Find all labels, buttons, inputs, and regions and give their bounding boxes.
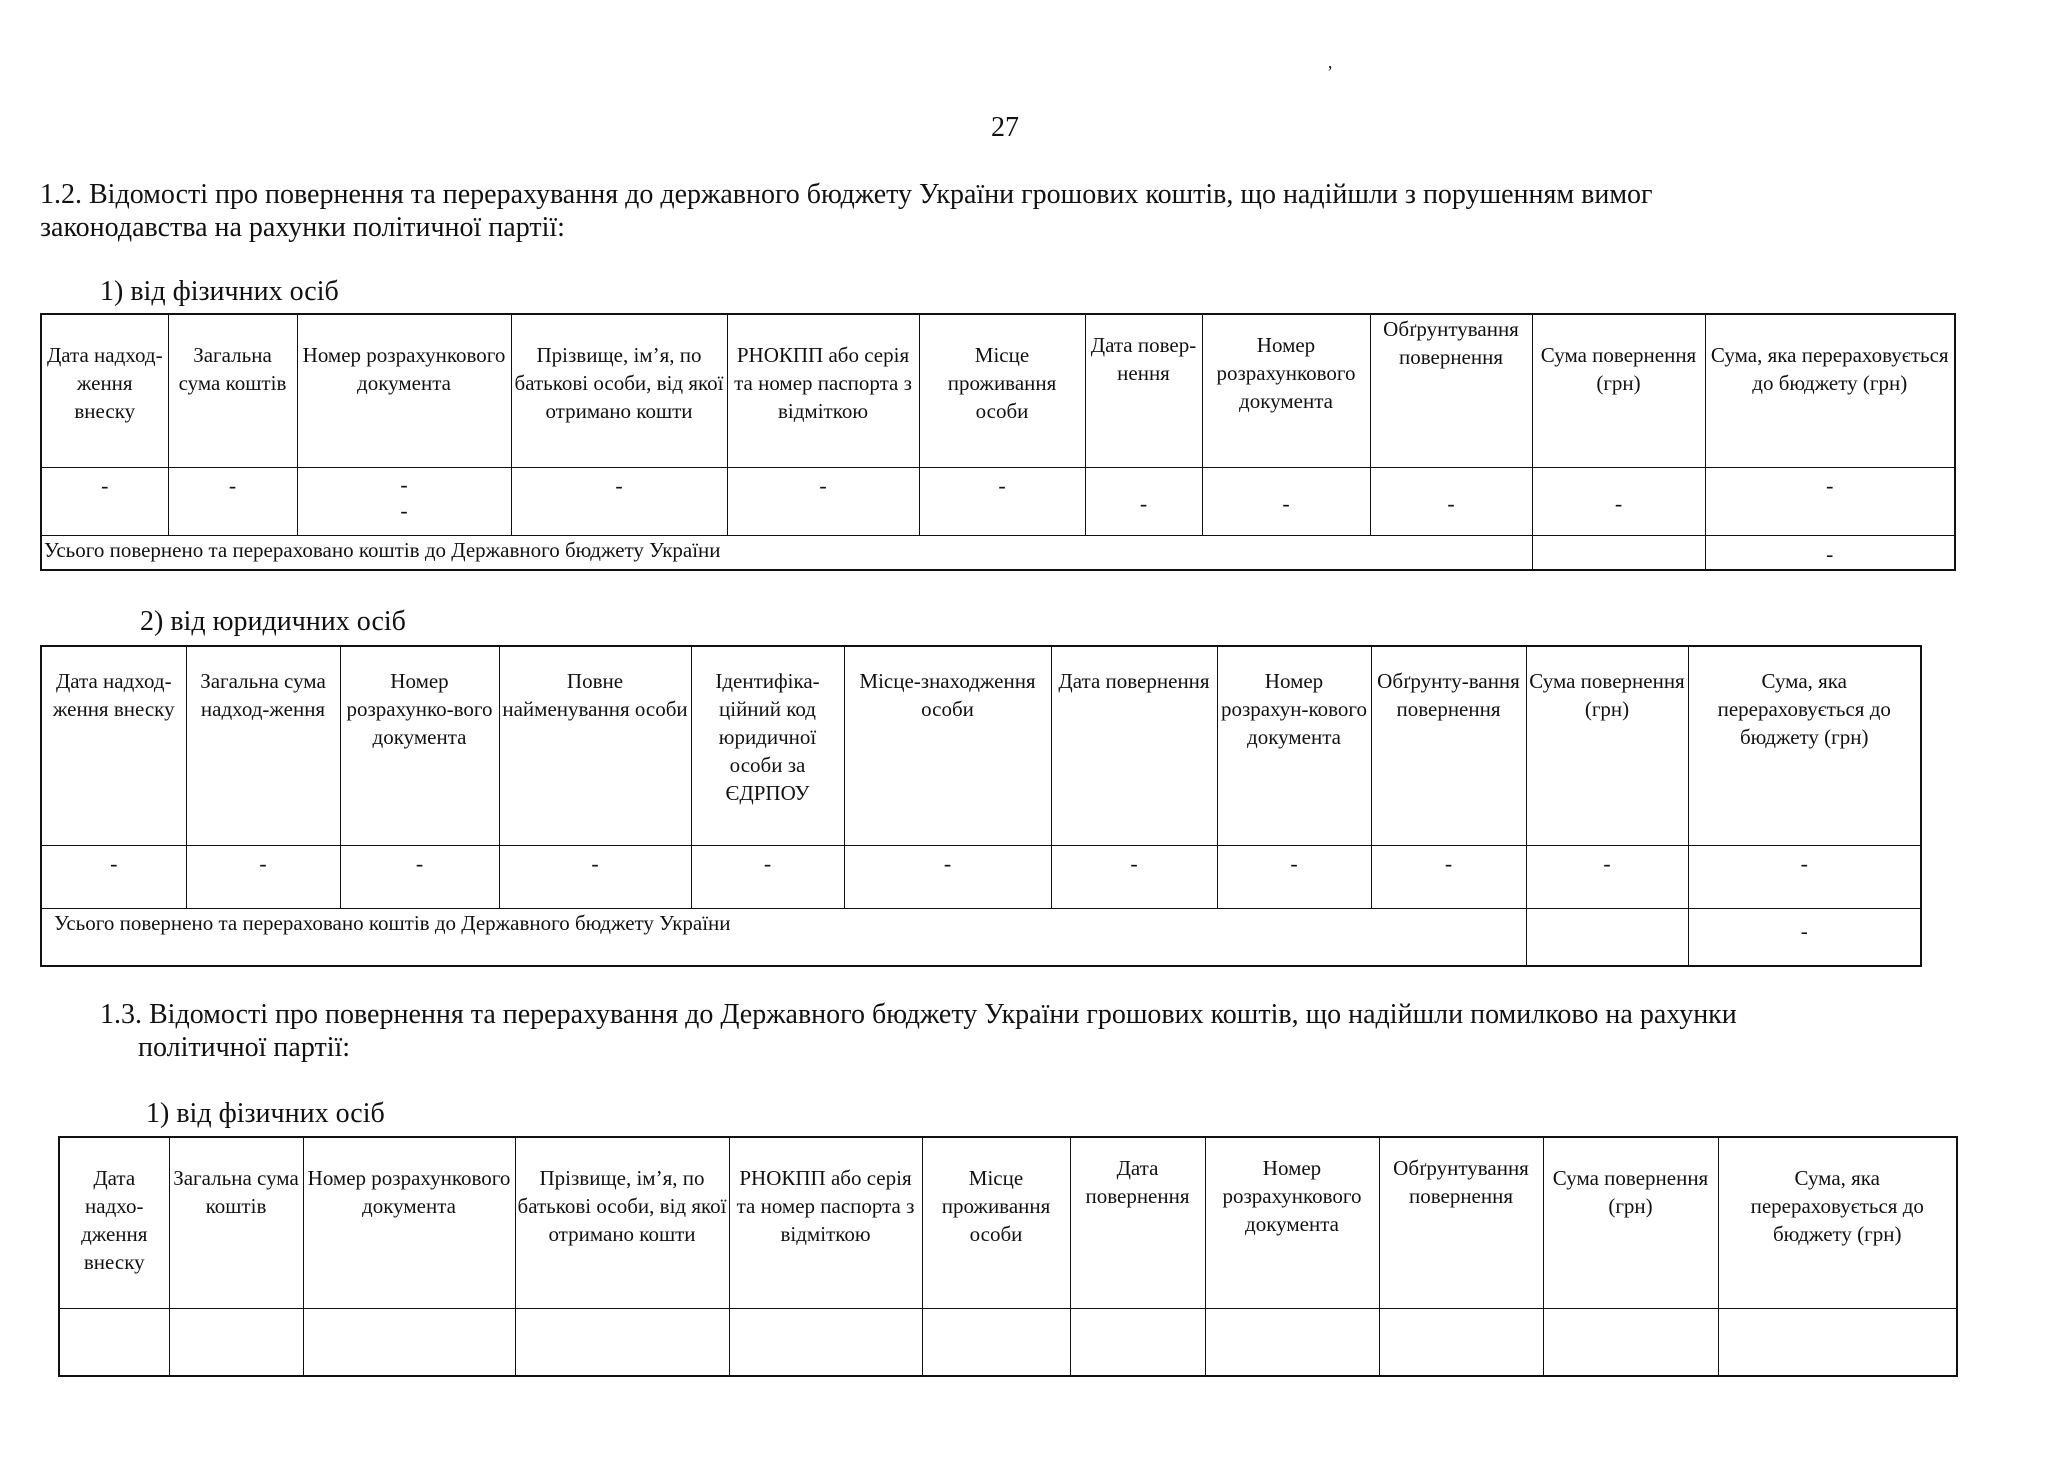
table1-total-label: Усього повернено та перераховано коштів до Державного бюджету України	[41, 535, 1532, 570]
table1-total-value: -	[1705, 535, 1955, 570]
table2-cell: -	[1371, 845, 1526, 908]
table2-subtitle: 2) від юридичних осіб	[140, 606, 406, 637]
table1-cell: -	[727, 467, 919, 535]
table1-header-cell: Загальна сума коштів	[168, 314, 297, 467]
section-1-3-heading-line2: політичної партії:	[138, 1032, 351, 1063]
table2-cell: -	[41, 845, 186, 908]
table2-cell: -	[1526, 845, 1688, 908]
table2-header-cell: Сума повернення (грн)	[1526, 646, 1688, 845]
table1-subtitle: 1) від фізичних осіб	[100, 276, 339, 307]
table1-physical-persons	[40, 313, 1956, 571]
table2-cell: -	[499, 845, 691, 908]
table1-header-cell: Сума, яка перераховується до бюджету (грн)	[1705, 314, 1955, 467]
table2-cell: -	[1217, 845, 1371, 908]
table2-header-row	[41, 646, 1921, 845]
table1-header-cell: Номер розрахункового документа	[1202, 314, 1370, 467]
table2-header-cell: Місце-знаходження особи	[844, 646, 1051, 845]
table2-cell: -	[1688, 845, 1921, 908]
table1-cell: -	[1532, 467, 1705, 535]
table2-total-empty	[1526, 908, 1688, 966]
table3-cell	[1379, 1308, 1543, 1376]
table2-header-cell: Дата надход-ження внеску	[41, 646, 186, 845]
table3-header-cell: Прізвище, ім’я, по батькові особи, від якої отримано кошти	[515, 1137, 729, 1308]
section-1-3-heading-line1: 1.3. Відомості про повернення та перерахування до Державного бюджету України грошових коштів, що надійшли помилково на рахунки	[100, 999, 1737, 1030]
table3-cell	[303, 1308, 515, 1376]
table3-cell	[59, 1308, 169, 1376]
table3-cell	[1070, 1308, 1205, 1376]
table3-cell	[729, 1308, 922, 1376]
table1-total-empty	[1532, 535, 1705, 570]
table1-header-cell: Номер розрахункового документа	[297, 314, 511, 467]
table3-physical-persons	[58, 1136, 1958, 1377]
table3-header-cell: Сума повернення (грн)	[1543, 1137, 1718, 1308]
table3-header-cell: Дата повернення	[1070, 1137, 1205, 1308]
table1-header-cell: Дата надход-ження внеску	[41, 314, 168, 467]
table2-total-value: -	[1688, 908, 1921, 966]
table2-header-cell: Обґрунту-вання повернення	[1371, 646, 1526, 845]
table2-header-cell: Номер розрахун-кового документа	[1217, 646, 1371, 845]
table3-header-cell: Номер розрахункового документа	[303, 1137, 515, 1308]
table1-header-cell: Місце проживання особи	[919, 314, 1085, 467]
table2-header-cell: Ідентифіка-ційний код юридичної особи за ЄДРПОУ	[691, 646, 844, 845]
section-1-2-heading-line1: 1.2. Відомості про повернення та перерахування до державного бюджету України грошових коштів, що надійшли з порушенням вимог	[40, 179, 1653, 210]
table1-cell: -	[919, 467, 1085, 535]
table3-cell	[922, 1308, 1070, 1376]
table2-header-cell: Загальна сума надход-ження	[186, 646, 340, 845]
section-1-2-heading-line2: законодавства на рахунки політичної партії:	[40, 212, 565, 243]
table3-cell	[169, 1308, 303, 1376]
table3-header-cell: Загальна сума коштів	[169, 1137, 303, 1308]
page-number: 27	[991, 112, 1019, 143]
table2-total-row	[41, 908, 1921, 966]
table1-cell: -	[1705, 467, 1955, 535]
table1-header-cell: Дата повер-нення	[1085, 314, 1202, 467]
table3-cell	[1205, 1308, 1379, 1376]
table3-header-cell: Номер розрахункового документа	[1205, 1137, 1379, 1308]
table3-header-row	[59, 1137, 1957, 1308]
table1-header-cell: Обґрунтування повернення	[1370, 314, 1532, 467]
table3-cell	[1718, 1308, 1957, 1376]
stray-mark: ’	[1327, 62, 1333, 82]
table2-cell: -	[186, 845, 340, 908]
table1-cell: -	[511, 467, 727, 535]
table2-cell: -	[1051, 845, 1217, 908]
table2-header-cell: Номер розрахунко-вого документа	[340, 646, 499, 845]
table3-header-cell: РНОКПП або серія та номер паспорта з відміткою	[729, 1137, 922, 1308]
table1-cell: -	[168, 467, 297, 535]
table2-total-label: Усього повернено та перераховано коштів до Державного бюджету України	[41, 908, 1526, 966]
table1-header-cell: РНОКПП або серія та номер паспорта з відміткою	[727, 314, 919, 467]
table2-header-cell: Дата повернення	[1051, 646, 1217, 845]
table1-cell: -	[1202, 467, 1370, 535]
table2-cell: -	[340, 845, 499, 908]
table2-cell: -	[691, 845, 844, 908]
table1-header-cell: Сума повернення (грн)	[1532, 314, 1705, 467]
table1-cell: -	[1370, 467, 1532, 535]
table2-cell: -	[844, 845, 1051, 908]
table3-header-cell: Обґрунтування повернення	[1379, 1137, 1543, 1308]
table2-header-cell: Сума, яка перераховується до бюджету (грн)	[1688, 646, 1921, 845]
table2-legal-entities	[40, 645, 1922, 967]
table-row	[41, 467, 1955, 535]
table1-header-cell: Прізвище, ім’я, по батькові особи, від якої отримано кошти	[511, 314, 727, 467]
table1-cell: - -	[297, 467, 511, 535]
table3-cell	[1543, 1308, 1718, 1376]
table3-subtitle: 1) від фізичних осіб	[146, 1098, 385, 1129]
table3-header-cell: Сума, яка перераховується до бюджету (грн)	[1718, 1137, 1957, 1308]
table-row	[41, 845, 1921, 908]
table-row	[59, 1308, 1957, 1376]
table1-header-row	[41, 314, 1955, 467]
table1-cell: -	[1085, 467, 1202, 535]
table3-header-cell: Місце проживання особи	[922, 1137, 1070, 1308]
table3-cell	[515, 1308, 729, 1376]
table1-total-row	[41, 535, 1955, 570]
table3-header-cell: Дата надхо-дження внеску	[59, 1137, 169, 1308]
table1-cell: -	[41, 467, 168, 535]
table2-header-cell: Повне найменування особи	[499, 646, 691, 845]
